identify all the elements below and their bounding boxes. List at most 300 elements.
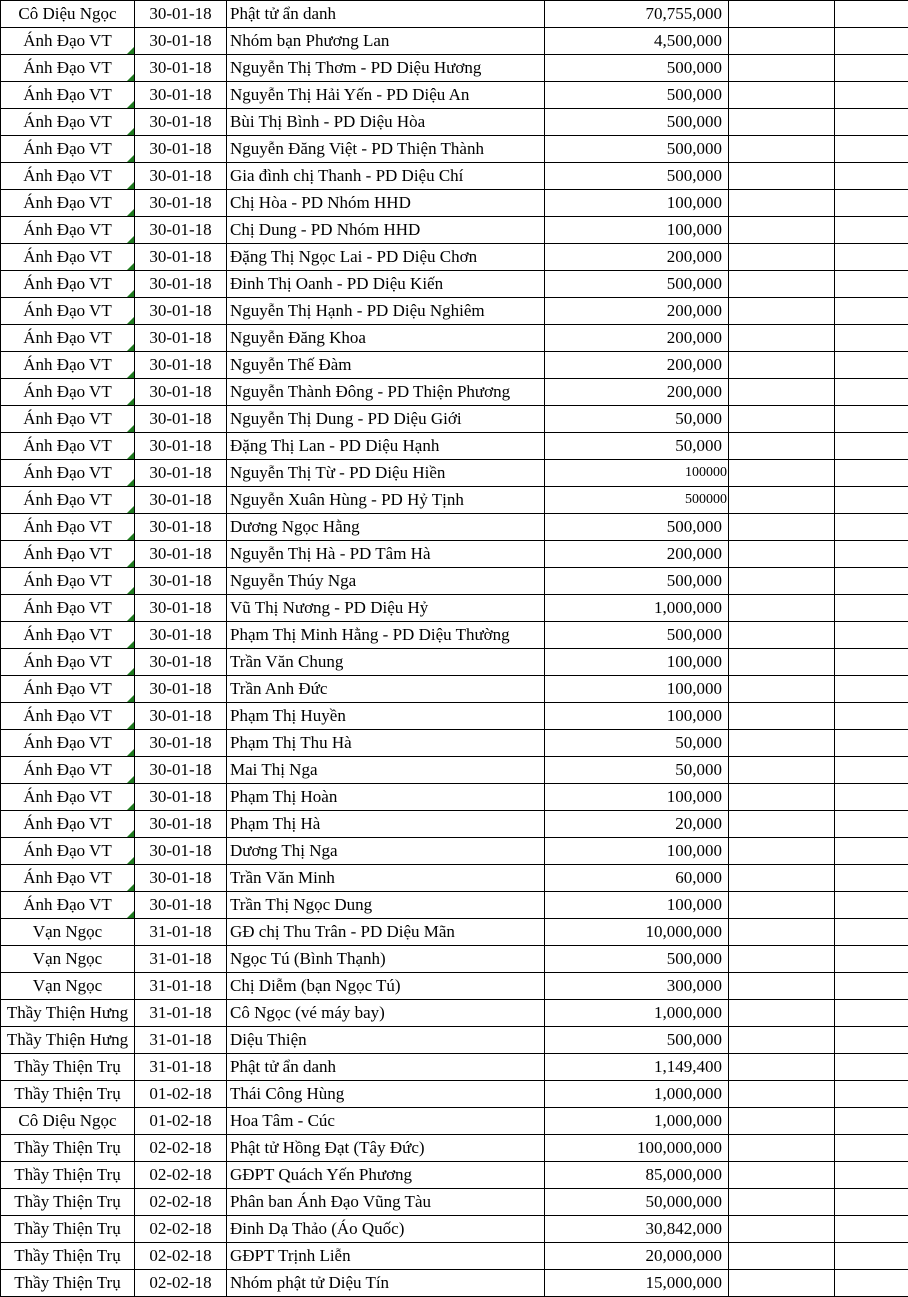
donor-cell[interactable] — [227, 946, 545, 973]
donor-cell[interactable] — [227, 352, 545, 379]
empty-cell[interactable] — [835, 325, 908, 352]
source-cell[interactable] — [1, 1189, 135, 1216]
source-cell[interactable] — [1, 541, 135, 568]
date-cell[interactable] — [135, 190, 227, 217]
source-cell[interactable] — [1, 1216, 135, 1243]
donor-cell[interactable] — [227, 919, 545, 946]
source-cell[interactable] — [1, 1162, 135, 1189]
amount-cell[interactable] — [545, 757, 729, 784]
donor-cell[interactable] — [227, 1108, 545, 1135]
source-cell[interactable] — [1, 1054, 135, 1081]
empty-cell[interactable] — [835, 514, 908, 541]
donor-cell[interactable] — [227, 1243, 545, 1270]
date-cell[interactable] — [135, 109, 227, 136]
amount-cell[interactable] — [545, 811, 729, 838]
empty-cell[interactable] — [835, 1027, 908, 1054]
source-cell[interactable] — [1, 82, 135, 109]
date-cell[interactable] — [135, 163, 227, 190]
source-cell[interactable] — [1, 892, 135, 919]
empty-cell[interactable] — [729, 676, 835, 703]
empty-cell[interactable] — [729, 1135, 835, 1162]
source-cell[interactable] — [1, 163, 135, 190]
empty-cell[interactable] — [835, 1135, 908, 1162]
amount-text: 50,000 — [675, 409, 722, 428]
empty-cell[interactable] — [729, 514, 835, 541]
empty-cell[interactable] — [835, 109, 908, 136]
amount-cell[interactable] — [545, 838, 729, 865]
source-cell[interactable] — [1, 487, 135, 514]
empty-cell[interactable] — [835, 757, 908, 784]
donor-cell[interactable] — [227, 163, 545, 190]
amount-cell[interactable] — [545, 973, 729, 1000]
source-cell[interactable] — [1, 1027, 135, 1054]
date-cell[interactable] — [135, 217, 227, 244]
empty-cell[interactable] — [835, 406, 908, 433]
date-cell[interactable] — [135, 595, 227, 622]
date-cell[interactable] — [135, 919, 227, 946]
date-cell[interactable] — [135, 298, 227, 325]
amount-cell[interactable] — [545, 136, 729, 163]
empty-cell[interactable] — [729, 190, 835, 217]
amount-text: 50,000 — [675, 436, 722, 455]
empty-cell[interactable] — [835, 1270, 908, 1297]
amount-cell[interactable] — [545, 1162, 729, 1189]
amount-cell[interactable] — [545, 217, 729, 244]
empty-cell[interactable] — [835, 973, 908, 1000]
source-cell[interactable] — [1, 1081, 135, 1108]
amount-cell[interactable] — [545, 406, 729, 433]
donor-cell[interactable] — [227, 271, 545, 298]
empty-cell[interactable] — [835, 460, 908, 487]
donor-cell[interactable] — [227, 973, 545, 1000]
source-cell[interactable] — [1, 379, 135, 406]
donor-cell[interactable] — [227, 136, 545, 163]
empty-cell[interactable] — [835, 298, 908, 325]
empty-cell[interactable] — [729, 1216, 835, 1243]
amount-cell[interactable] — [545, 487, 729, 514]
donor-cell[interactable] — [227, 595, 545, 622]
empty-cell[interactable] — [835, 379, 908, 406]
amount-cell[interactable] — [545, 325, 729, 352]
date-cell[interactable] — [135, 55, 227, 82]
amount-cell[interactable] — [545, 460, 729, 487]
amount-cell[interactable] — [545, 379, 729, 406]
date-cell[interactable] — [135, 514, 227, 541]
donor-text: Nguyễn Thị Hà - PD Tâm Hà — [230, 544, 431, 563]
date-cell[interactable] — [135, 1270, 227, 1297]
date-cell[interactable] — [135, 811, 227, 838]
empty-cell[interactable] — [729, 568, 835, 595]
source-cell[interactable] — [1, 703, 135, 730]
amount-cell[interactable] — [545, 1189, 729, 1216]
empty-cell[interactable] — [729, 595, 835, 622]
empty-cell[interactable] — [729, 217, 835, 244]
source-cell[interactable] — [1, 865, 135, 892]
empty-cell[interactable] — [729, 136, 835, 163]
empty-cell[interactable] — [835, 1162, 908, 1189]
source-cell[interactable] — [1, 55, 135, 82]
amount-cell[interactable] — [545, 784, 729, 811]
source-cell[interactable] — [1, 784, 135, 811]
empty-cell[interactable] — [729, 784, 835, 811]
donor-cell[interactable] — [227, 1162, 545, 1189]
amount-cell[interactable] — [545, 703, 729, 730]
date-cell[interactable] — [135, 865, 227, 892]
empty-cell[interactable] — [729, 82, 835, 109]
amount-text: 500,000 — [666, 58, 722, 77]
donor-cell[interactable] — [227, 433, 545, 460]
amount-cell[interactable] — [545, 190, 729, 217]
empty-cell[interactable] — [835, 28, 908, 55]
empty-cell[interactable] — [835, 1081, 908, 1108]
date-cell[interactable] — [135, 703, 227, 730]
empty-cell[interactable] — [729, 325, 835, 352]
empty-cell[interactable] — [729, 892, 835, 919]
amount-cell[interactable] — [545, 1081, 729, 1108]
source-cell[interactable] — [1, 136, 135, 163]
source-cell[interactable] — [1, 244, 135, 271]
empty-cell[interactable] — [835, 163, 908, 190]
empty-cell[interactable] — [729, 730, 835, 757]
source-cell[interactable] — [1, 1270, 135, 1297]
empty-cell[interactable] — [835, 433, 908, 460]
empty-cell[interactable] — [835, 946, 908, 973]
empty-cell[interactable] — [729, 298, 835, 325]
empty-cell[interactable] — [835, 136, 908, 163]
empty-cell[interactable] — [835, 892, 908, 919]
donor-cell[interactable] — [227, 1000, 545, 1027]
empty-cell[interactable] — [835, 838, 908, 865]
empty-cell[interactable] — [729, 541, 835, 568]
empty-cell[interactable] — [729, 811, 835, 838]
donor-cell[interactable] — [227, 784, 545, 811]
date-cell[interactable] — [135, 1054, 227, 1081]
date-cell[interactable] — [135, 649, 227, 676]
empty-cell[interactable] — [835, 1108, 908, 1135]
empty-cell[interactable] — [729, 1189, 835, 1216]
date-cell[interactable] — [135, 406, 227, 433]
source-cell[interactable] — [1, 811, 135, 838]
date-cell[interactable] — [135, 541, 227, 568]
empty-cell[interactable] — [835, 1054, 908, 1081]
donor-cell[interactable] — [227, 865, 545, 892]
date-cell[interactable] — [135, 622, 227, 649]
amount-cell[interactable] — [545, 244, 729, 271]
source-cell[interactable] — [1, 946, 135, 973]
empty-cell[interactable] — [729, 865, 835, 892]
source-cell[interactable] — [1, 1135, 135, 1162]
donor-text: Cô Ngọc (vé máy bay) — [230, 1003, 385, 1022]
empty-cell[interactable] — [729, 1243, 835, 1270]
donor-cell[interactable] — [227, 676, 545, 703]
amount-cell[interactable] — [545, 271, 729, 298]
donor-cell[interactable] — [227, 649, 545, 676]
source-cell[interactable] — [1, 1108, 135, 1135]
empty-cell[interactable] — [835, 676, 908, 703]
empty-cell[interactable] — [729, 838, 835, 865]
source-cell[interactable] — [1, 406, 135, 433]
empty-cell[interactable] — [729, 1000, 835, 1027]
amount-cell[interactable] — [545, 622, 729, 649]
amount-cell[interactable] — [545, 568, 729, 595]
date-cell[interactable] — [135, 1000, 227, 1027]
empty-cell[interactable] — [835, 271, 908, 298]
donor-cell[interactable] — [227, 487, 545, 514]
empty-cell[interactable] — [729, 1162, 835, 1189]
amount-cell[interactable] — [545, 1108, 729, 1135]
donor-cell[interactable] — [227, 730, 545, 757]
amount-cell[interactable] — [545, 1216, 729, 1243]
amount-cell[interactable] — [545, 163, 729, 190]
empty-cell[interactable] — [835, 919, 908, 946]
donor-cell[interactable] — [227, 1135, 545, 1162]
empty-cell[interactable] — [729, 1, 835, 28]
amount-cell[interactable] — [545, 82, 729, 109]
source-cell[interactable] — [1, 649, 135, 676]
empty-cell[interactable] — [835, 784, 908, 811]
date-cell[interactable] — [135, 352, 227, 379]
amount-cell[interactable] — [545, 1, 729, 28]
date-cell[interactable] — [135, 838, 227, 865]
amount-cell[interactable] — [545, 514, 729, 541]
empty-cell[interactable] — [835, 1216, 908, 1243]
empty-cell[interactable] — [835, 82, 908, 109]
date-cell[interactable] — [135, 973, 227, 1000]
amount-cell[interactable] — [545, 109, 729, 136]
donor-cell[interactable] — [227, 514, 545, 541]
donor-cell[interactable] — [227, 1189, 545, 1216]
amount-cell[interactable] — [545, 649, 729, 676]
date-cell[interactable] — [135, 676, 227, 703]
amount-text: 20,000 — [675, 814, 722, 833]
empty-cell[interactable] — [729, 379, 835, 406]
date-cell[interactable] — [135, 325, 227, 352]
amount-cell[interactable] — [545, 352, 729, 379]
source-cell[interactable] — [1, 217, 135, 244]
source-cell[interactable] — [1, 109, 135, 136]
date-cell[interactable] — [135, 757, 227, 784]
donor-cell[interactable] — [227, 892, 545, 919]
empty-cell[interactable] — [835, 1243, 908, 1270]
source-cell[interactable] — [1, 757, 135, 784]
empty-cell[interactable] — [729, 622, 835, 649]
empty-cell[interactable] — [729, 757, 835, 784]
source-cell[interactable] — [1, 1243, 135, 1270]
empty-cell[interactable] — [729, 244, 835, 271]
empty-cell[interactable] — [729, 973, 835, 1000]
source-cell[interactable] — [1, 514, 135, 541]
empty-cell[interactable] — [835, 217, 908, 244]
donor-cell[interactable] — [227, 298, 545, 325]
empty-cell[interactable] — [729, 271, 835, 298]
source-text: Ánh Đạo VT — [23, 220, 112, 239]
date-cell[interactable] — [135, 244, 227, 271]
source-cell[interactable] — [1, 352, 135, 379]
amount-cell[interactable] — [545, 1027, 729, 1054]
source-cell[interactable] — [1, 460, 135, 487]
amount-cell[interactable] — [545, 1270, 729, 1297]
empty-cell[interactable] — [835, 1, 908, 28]
donor-cell[interactable] — [227, 460, 545, 487]
amount-cell[interactable] — [545, 865, 729, 892]
date-cell[interactable] — [135, 1108, 227, 1135]
amount-cell[interactable] — [545, 1135, 729, 1162]
empty-cell[interactable] — [835, 244, 908, 271]
amount-cell[interactable] — [545, 28, 729, 55]
empty-cell[interactable] — [835, 595, 908, 622]
empty-cell[interactable] — [729, 1054, 835, 1081]
donor-cell[interactable] — [227, 1, 545, 28]
source-cell[interactable] — [1, 730, 135, 757]
green-triangle-icon — [127, 47, 134, 54]
date-cell[interactable] — [135, 730, 227, 757]
amount-cell[interactable] — [545, 55, 729, 82]
date-cell[interactable] — [135, 1162, 227, 1189]
source-cell[interactable] — [1, 838, 135, 865]
donor-cell[interactable] — [227, 190, 545, 217]
donor-cell[interactable] — [227, 1054, 545, 1081]
source-cell[interactable] — [1, 271, 135, 298]
source-cell[interactable] — [1, 190, 135, 217]
empty-cell[interactable] — [835, 865, 908, 892]
source-cell[interactable] — [1, 595, 135, 622]
date-cell[interactable] — [135, 487, 227, 514]
empty-cell[interactable] — [729, 649, 835, 676]
empty-cell[interactable] — [729, 433, 835, 460]
donor-cell[interactable] — [227, 1216, 545, 1243]
empty-cell[interactable] — [729, 487, 835, 514]
empty-cell[interactable] — [729, 919, 835, 946]
empty-cell[interactable] — [835, 1000, 908, 1027]
source-cell[interactable] — [1, 1, 135, 28]
source-cell[interactable] — [1, 1000, 135, 1027]
donor-cell[interactable] — [227, 757, 545, 784]
date-cell[interactable] — [135, 1216, 227, 1243]
empty-cell[interactable] — [835, 190, 908, 217]
donor-cell[interactable] — [227, 325, 545, 352]
date-cell[interactable] — [135, 379, 227, 406]
donor-cell[interactable] — [227, 811, 545, 838]
donor-cell[interactable] — [227, 406, 545, 433]
amount-text: 50,000 — [675, 733, 722, 752]
donor-cell[interactable] — [227, 541, 545, 568]
empty-cell[interactable] — [835, 811, 908, 838]
empty-cell[interactable] — [729, 946, 835, 973]
date-cell[interactable] — [135, 568, 227, 595]
donor-cell[interactable] — [227, 1027, 545, 1054]
empty-cell[interactable] — [729, 352, 835, 379]
donor-cell[interactable] — [227, 838, 545, 865]
empty-cell[interactable] — [729, 55, 835, 82]
donor-cell[interactable] — [227, 703, 545, 730]
date-cell[interactable] — [135, 271, 227, 298]
donor-cell[interactable] — [227, 568, 545, 595]
date-cell[interactable] — [135, 433, 227, 460]
donor-cell[interactable] — [227, 622, 545, 649]
amount-cell[interactable] — [545, 433, 729, 460]
empty-cell[interactable] — [729, 1108, 835, 1135]
empty-cell[interactable] — [729, 406, 835, 433]
donor-cell[interactable] — [227, 244, 545, 271]
empty-cell[interactable] — [729, 28, 835, 55]
empty-cell[interactable] — [835, 55, 908, 82]
empty-cell[interactable] — [729, 163, 835, 190]
donor-cell[interactable] — [227, 217, 545, 244]
empty-cell[interactable] — [729, 1270, 835, 1297]
source-cell[interactable] — [1, 325, 135, 352]
donor-cell[interactable] — [227, 82, 545, 109]
date-cell[interactable] — [135, 1189, 227, 1216]
empty-cell[interactable] — [835, 649, 908, 676]
empty-cell[interactable] — [729, 1081, 835, 1108]
donor-cell[interactable] — [227, 1270, 545, 1297]
amount-cell[interactable] — [545, 730, 729, 757]
source-cell[interactable] — [1, 28, 135, 55]
amount-cell[interactable] — [545, 541, 729, 568]
date-cell[interactable] — [135, 82, 227, 109]
date-text: 30-01-18 — [149, 679, 212, 698]
date-cell[interactable] — [135, 1243, 227, 1270]
donor-cell[interactable] — [227, 28, 545, 55]
amount-cell[interactable] — [545, 919, 729, 946]
amount-cell[interactable] — [545, 1000, 729, 1027]
empty-cell[interactable] — [835, 622, 908, 649]
date-cell[interactable] — [135, 1, 227, 28]
date-cell[interactable] — [135, 892, 227, 919]
amount-cell[interactable] — [545, 298, 729, 325]
amount-cell[interactable] — [545, 892, 729, 919]
empty-cell[interactable] — [835, 703, 908, 730]
date-cell[interactable] — [135, 28, 227, 55]
donor-cell[interactable] — [227, 1081, 545, 1108]
source-cell[interactable] — [1, 973, 135, 1000]
source-cell[interactable] — [1, 433, 135, 460]
empty-cell[interactable] — [835, 568, 908, 595]
donor-cell[interactable] — [227, 109, 545, 136]
date-cell[interactable] — [135, 1027, 227, 1054]
date-cell[interactable] — [135, 460, 227, 487]
source-cell[interactable] — [1, 622, 135, 649]
amount-cell[interactable] — [545, 676, 729, 703]
amount-cell[interactable] — [545, 595, 729, 622]
empty-cell[interactable] — [835, 541, 908, 568]
date-text: 30-01-18 — [149, 868, 212, 887]
empty-cell[interactable] — [729, 109, 835, 136]
green-triangle-icon — [127, 155, 134, 162]
empty-cell[interactable] — [835, 730, 908, 757]
donor-cell[interactable] — [227, 379, 545, 406]
empty-cell[interactable] — [835, 487, 908, 514]
date-cell[interactable] — [135, 946, 227, 973]
date-cell[interactable] — [135, 1135, 227, 1162]
empty-cell[interactable] — [729, 1027, 835, 1054]
donor-cell[interactable] — [227, 55, 545, 82]
amount-cell[interactable] — [545, 1243, 729, 1270]
source-cell[interactable] — [1, 298, 135, 325]
empty-cell[interactable] — [729, 460, 835, 487]
source-cell[interactable] — [1, 568, 135, 595]
amount-cell[interactable] — [545, 1054, 729, 1081]
empty-cell[interactable] — [835, 1189, 908, 1216]
empty-cell[interactable] — [835, 352, 908, 379]
source-cell[interactable] — [1, 919, 135, 946]
date-cell[interactable] — [135, 136, 227, 163]
amount-cell[interactable] — [545, 946, 729, 973]
date-cell[interactable] — [135, 784, 227, 811]
source-cell[interactable] — [1, 676, 135, 703]
empty-cell[interactable] — [729, 703, 835, 730]
date-cell[interactable] — [135, 1081, 227, 1108]
